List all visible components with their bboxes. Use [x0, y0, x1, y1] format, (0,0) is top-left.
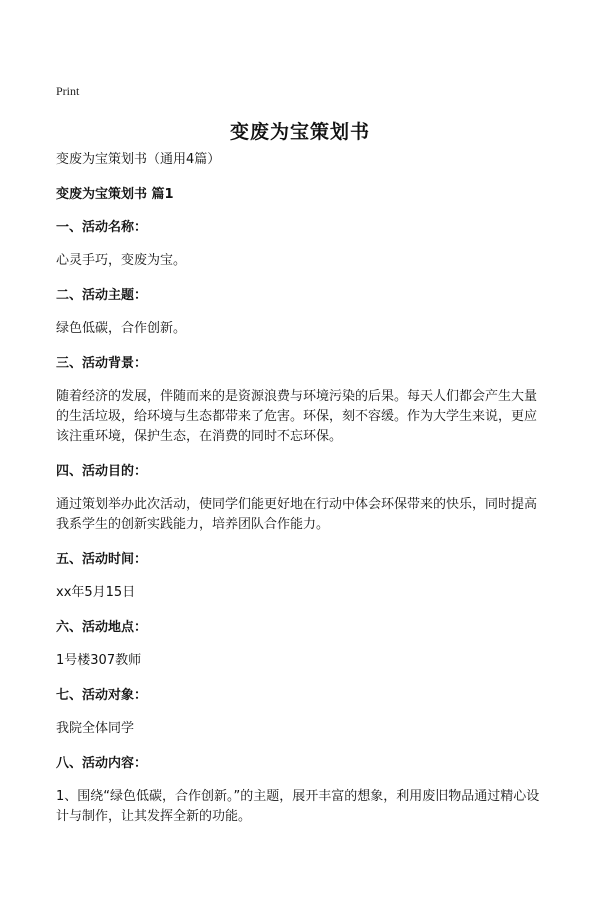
section-body: 绿色低碳，合作创新。	[56, 321, 187, 336]
section-body: 心灵手巧，变废为宝。	[56, 253, 187, 268]
section-heading: 三、活动背景：	[56, 356, 148, 371]
section-body: 我院全体同学	[56, 721, 135, 736]
section-time	[56, 550, 548, 603]
section-heading: 五、活动时间：	[56, 552, 148, 567]
part-heading: 变废为宝策划书 篇1	[56, 187, 174, 202]
section-audience	[56, 686, 548, 739]
document-title: 变废为宝策划书	[229, 121, 370, 143]
section-heading: 四、活动目的：	[56, 464, 148, 479]
section-heading: 二、活动主题：	[56, 288, 148, 303]
section-body: 通过策划举办此次活动，使同学们能更好地在行动中体会环保带来的快乐，同时提高我系学生的创新实践能力，培养团队合作能力。	[56, 497, 538, 532]
section-heading: 七、活动对象：	[56, 688, 148, 703]
section-purpose	[56, 462, 548, 535]
section-content	[56, 754, 548, 827]
section-location	[56, 618, 548, 671]
section-background	[56, 354, 548, 447]
print-link[interactable]: Print	[56, 84, 80, 98]
section-name	[56, 218, 548, 271]
section-heading: 六、活动地点：	[56, 620, 148, 635]
section-heading: 一、活动名称：	[56, 220, 148, 235]
section-body: 1号楼307教师	[56, 653, 142, 668]
section-body: 随着经济的发展，伴随而来的是资源浪费与环境污染的后果。每天人们都会产生大量的生活垃圾，给环境与生态都带来了危害。环保，刻不容缓。作为大学生来说，更应该注重环境，保护生态，在消费的同时不忘环保。	[56, 389, 538, 444]
document-subtitle: 变废为宝策划书（通用4篇）	[56, 152, 221, 167]
section-theme	[56, 286, 548, 339]
section-heading: 八、活动内容：	[56, 756, 148, 771]
section-body: 1、围绕“绿色低碳，合作创新。”的主题，展开丰富的想象，利用废旧物品通过精心设计与制作，让其发挥全新的功能。	[56, 789, 540, 824]
document-body	[56, 150, 548, 842]
section-body: xx年5月15日	[56, 585, 136, 600]
